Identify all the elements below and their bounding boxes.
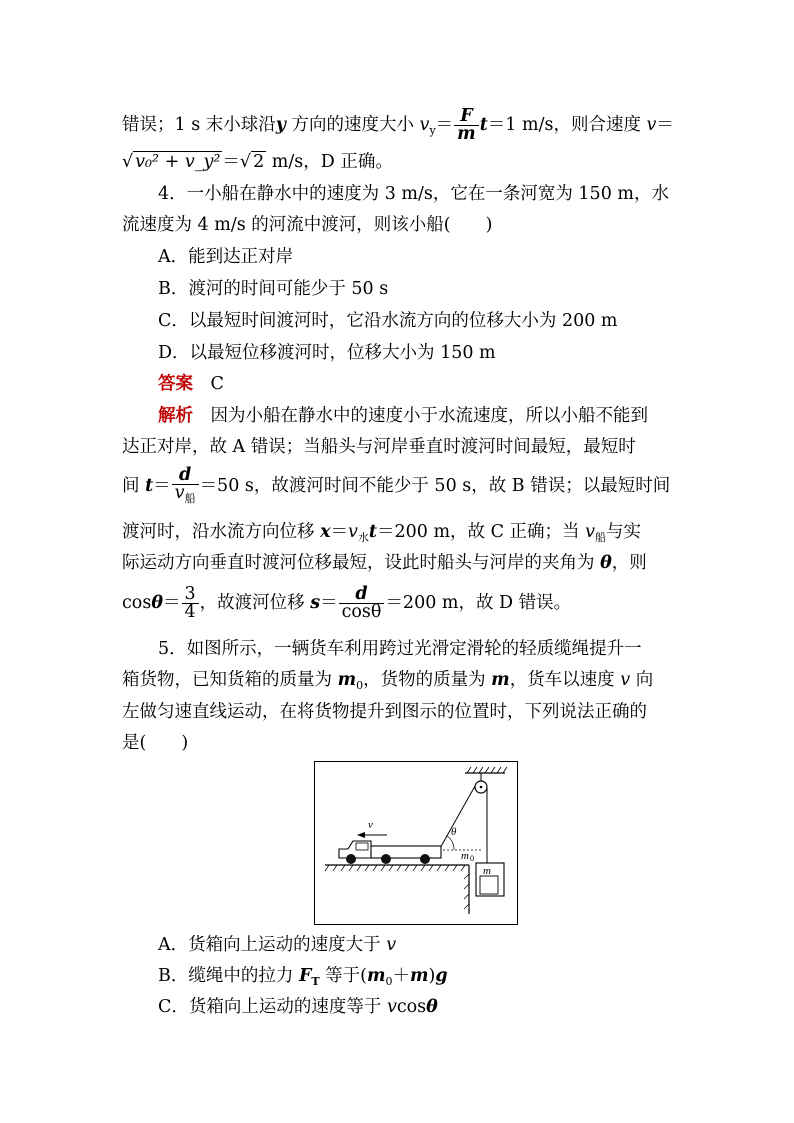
theta-label: θ bbox=[451, 826, 457, 838]
q4-stem-line-1: 4．一小船在静水中的速度为 3 m/s，它在一条河宽为 150 m，水 bbox=[158, 184, 669, 204]
q5-stem-line-4: 是( ) bbox=[122, 733, 189, 753]
cargo-goods bbox=[480, 876, 498, 894]
q5-option-b: B．缆绳中的拉力 $F_T$ 等于$(m_0+m)g$ bbox=[158, 966, 448, 988]
box-mass-subscript: 0 bbox=[470, 854, 474, 863]
velocity-label: v bbox=[368, 819, 373, 831]
q4-analysis-line-4: 渡河时，沿水流方向位移 $x=v_水t=200$ m，故 C 正确；当 $v_船$与实 bbox=[122, 522, 642, 544]
velocity-arrow-head bbox=[357, 832, 365, 838]
prev-solution-line-2: √ v₀² + v_y² ＝√ 2 m/s，D 正确。 bbox=[122, 152, 393, 172]
q5-option-c: C．货箱向上运动的速度等于 vcosθ bbox=[158, 997, 438, 1017]
analysis-label: 解析 bbox=[158, 406, 193, 426]
ceiling-hatching bbox=[467, 767, 507, 773]
q4-analysis-line-2: 达正对岸，故 A 错误；当船头与河岸垂直时渡河时间最短，最短时 bbox=[122, 437, 636, 457]
q5-option-a: A．货箱向上运动的速度大于 v bbox=[158, 935, 397, 955]
sqrt-symbol: √ bbox=[122, 152, 134, 172]
answer-label: 答案 bbox=[158, 374, 193, 394]
pulley-axle bbox=[480, 786, 483, 789]
radicand-velocities: v₀² + v_y² bbox=[135, 152, 221, 172]
q5-stem-line-2: 箱货物，已知货箱的质量为 $m_0$，货物的质量为 m，货车以速度 v 向 bbox=[122, 670, 654, 692]
d-over-cos-fraction: $\frac{d}{\cos\theta}$ bbox=[339, 586, 385, 621]
box-mass-label: m bbox=[461, 850, 469, 862]
truck-window bbox=[356, 843, 368, 850]
q4-option-a: A．能到达正对岸 bbox=[158, 247, 294, 267]
ground-hatching bbox=[325, 865, 469, 909]
q4-option-c: C．以最短时间渡河时，它沿水流方向的位移大小为 200 m bbox=[158, 311, 618, 331]
truck-wheel-rear bbox=[420, 854, 430, 864]
three-quarters-fraction: $\frac{3}{4}$ bbox=[182, 586, 199, 621]
truck-bed bbox=[371, 846, 441, 858]
answer-value: C bbox=[210, 374, 224, 394]
q4-analysis-line-3: 间 t＝ $\frac{d}{v_船}$ ＝50 s，故渡河时间不能少于 50 s，故 B 错误；以最短时间 bbox=[122, 464, 671, 505]
prev-solution-line-1: 错误；1 s 末小球沿y 方向的速度大小 $v_y=$ $\frac{F}{m}$ t＝1 m/s，则合速度 v＝ bbox=[122, 106, 674, 144]
q4-analysis-line-6: cosθ＝ $\frac{3}{4}$ ，故渡河位移 s＝ $\frac{d}{\cos\theta}$ ＝200 m，故 D 错误。 bbox=[122, 584, 572, 622]
q4-answer bbox=[158, 372, 224, 396]
truck-wheel-middle bbox=[381, 854, 391, 864]
q5-stem-line-3: 左做匀速直线运动，在将货物提升到图示的位置时，下列说法正确的 bbox=[122, 702, 647, 722]
angle-arc bbox=[447, 836, 454, 850]
rope-to-truck bbox=[439, 786, 475, 850]
q4-option-d: D．以最短位移渡河时，位移大小为 150 m bbox=[158, 343, 496, 363]
d-over-v-boat-fraction: $\frac{d}{v_船}$ bbox=[172, 467, 199, 507]
truck-pulley-figure bbox=[314, 761, 518, 925]
q4-analysis-line-1: 解析 因为小船在静水中的速度小于水流速度，所以小船不能到 bbox=[158, 406, 648, 426]
truck-wheel-front bbox=[346, 854, 356, 864]
q4-analysis-line-5: 际运动方向垂直时渡河位移最短，设此时船头与河岸的夹角为 θ，则 bbox=[122, 553, 647, 573]
force-over-mass-fraction: $\frac{F}{m}$ bbox=[454, 108, 479, 143]
q4-stem-line-2: 流速度为 4 m/s 的河流中渡河，则该小船( ) bbox=[122, 215, 493, 235]
q5-stem-line-1: 5．如图所示，一辆货车利用跨过光滑定滑轮的轻质缆绳提升一 bbox=[158, 639, 642, 659]
sqrt-symbol: √ bbox=[239, 152, 252, 172]
goods-mass-label: m bbox=[483, 865, 491, 877]
truck-pulley-diagram bbox=[315, 762, 517, 924]
q4-option-b: B．渡河的时间可能少于 50 s bbox=[158, 279, 389, 299]
